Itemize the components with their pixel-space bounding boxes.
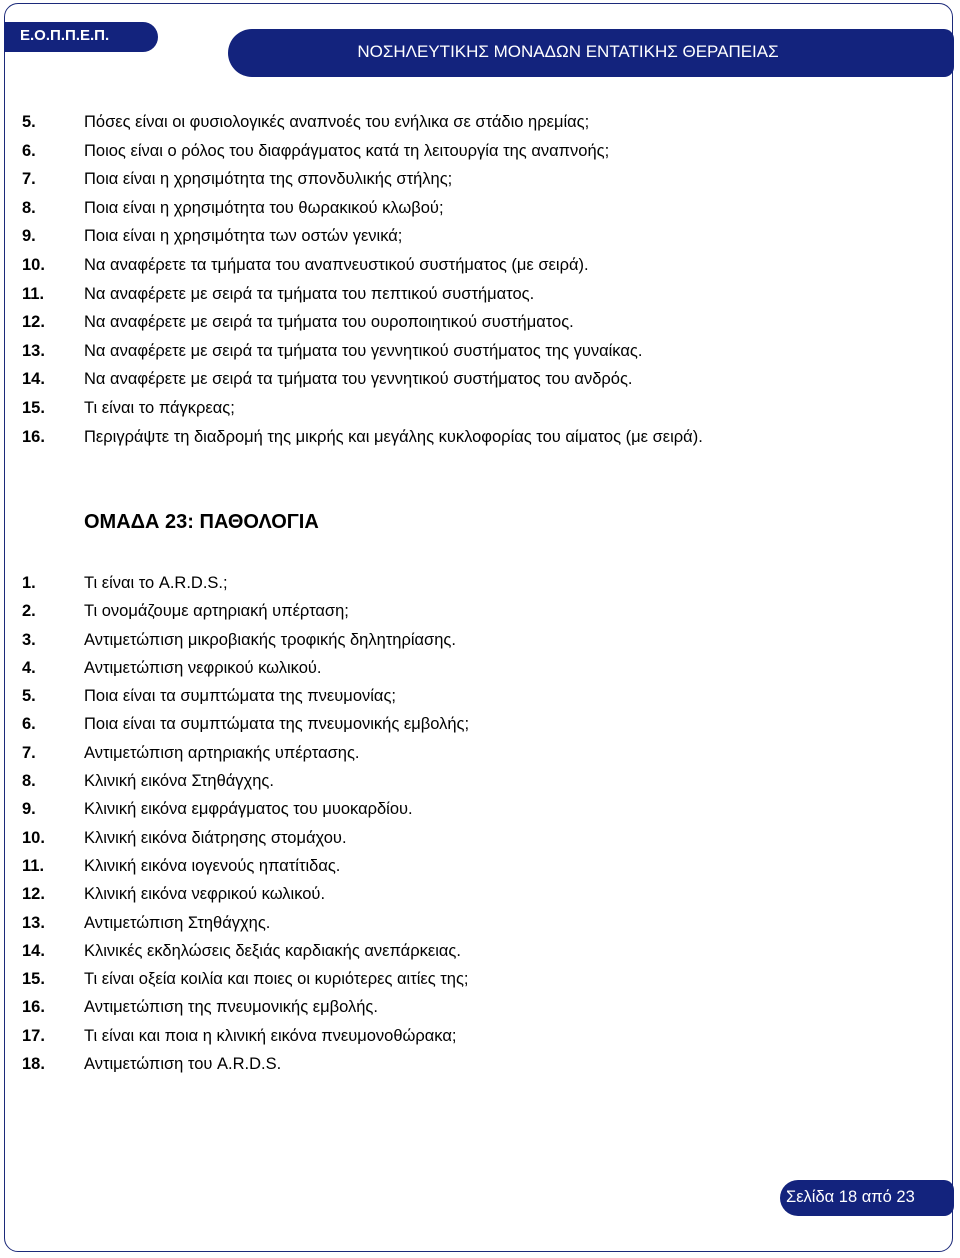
item-text: Αντιμετώπιση του A.R.D.S. xyxy=(84,1055,282,1074)
item-text: Αντιμετώπιση Στηθάγχης. xyxy=(84,913,271,932)
list-item xyxy=(22,682,469,710)
item-number: 12. xyxy=(22,313,45,332)
item-text: Αντιμετώπιση νεφρικού κωλικού. xyxy=(84,658,322,677)
item-number: 1. xyxy=(22,574,36,592)
list-item xyxy=(22,280,703,309)
item-text: Περιγράψτε τη διαδρομή της μικρής και μεγάλης κυκλοφορίας του αίματος (με σειρά). xyxy=(84,427,703,446)
item-number: 16. xyxy=(22,427,45,446)
item-number: 3. xyxy=(22,630,36,649)
list-item xyxy=(22,937,469,965)
item-text: Να αναφέρετε με σειρά τα τμήματα του γεννητικού συστήματος της γυναίκας. xyxy=(84,341,643,360)
item-text: Ποια είναι τα συμπτώματα της πνευμονίας; xyxy=(84,687,396,706)
item-number: 18. xyxy=(22,1055,45,1074)
item-text: Κλινική εικόνα Στηθάγχης. xyxy=(84,772,274,791)
section-title: ΟΜΑΔΑ 23: ΠΑΘΟΛΟΓΙΑ xyxy=(84,511,319,533)
item-number: 12. xyxy=(22,885,45,904)
item-number: 15. xyxy=(22,970,45,989)
list-item xyxy=(22,423,703,452)
item-number: 16. xyxy=(22,998,45,1017)
list-item xyxy=(22,880,469,908)
item-number: 5. xyxy=(22,113,36,131)
item-number: 2. xyxy=(22,602,36,621)
item-number: 7. xyxy=(22,170,36,189)
list-item xyxy=(22,824,469,852)
list-item xyxy=(22,767,469,795)
list-item xyxy=(22,337,703,366)
item-text: Τι είναι οξεία κοιλία και ποιες οι κυριότερες αιτίες της; xyxy=(84,970,469,989)
list-item xyxy=(22,710,469,738)
page-number-bar xyxy=(780,1180,954,1216)
item-text: Τι είναι το A.R.D.S.; xyxy=(84,574,228,592)
item-text: Να αναφέρετε με σειρά τα τμήματα του ουροποιητικού συστήματος. xyxy=(84,313,574,332)
item-number: 15. xyxy=(22,398,45,417)
item-text: Ποιος είναι ο ρόλος του διαφράγματος κατά τη λειτουργία της αναπνοής; xyxy=(84,141,610,160)
item-text: Αντιμετώπιση αρτηριακής υπέρτασης. xyxy=(84,743,360,762)
item-number: 5. xyxy=(22,687,36,706)
item-text: Κλινική εικόνα ιογενούς ηπατίτιδας. xyxy=(84,856,341,875)
item-number: 6. xyxy=(22,141,36,160)
org-header-tab xyxy=(4,22,158,52)
list-item xyxy=(22,795,469,823)
item-text: Να αναφέρετε με σειρά τα τμήματα του πεπτικού συστήματος. xyxy=(84,284,535,303)
item-text: Ποια είναι η χρησιμότητα του θωρακικού κλωβού; xyxy=(84,198,444,217)
item-number: 11. xyxy=(22,856,45,875)
item-text: Τι είναι και ποια η κλινική εικόνα πνευμονοθώρακα; xyxy=(84,1026,457,1045)
list-item xyxy=(22,194,703,223)
item-text: Αντιμετώπιση της πνευμονικής εμβολής. xyxy=(84,998,378,1017)
list-item xyxy=(22,1050,469,1078)
item-text: Να αναφέρετε με σειρά τα τμήματα του γεννητικού συστήματος του ανδρός. xyxy=(84,370,633,389)
question-list-pathology xyxy=(22,569,469,1078)
list-item xyxy=(22,909,469,937)
item-number: 17. xyxy=(22,1026,45,1045)
list-item xyxy=(22,222,703,251)
list-item xyxy=(22,993,469,1021)
item-text: Ποια είναι τα συμπτώματα της πνευμονικής εμβολής; xyxy=(84,715,470,734)
item-text: Κλινική εικόνα νεφρικού κωλικού. xyxy=(84,885,326,904)
item-number: 8. xyxy=(22,198,36,217)
list-item xyxy=(22,308,703,337)
item-number: 10. xyxy=(22,255,45,274)
item-text: Να αναφέρετε τα τμήματα του αναπνευστικού συστήματος (με σειρά). xyxy=(84,255,589,274)
item-number: 7. xyxy=(22,743,36,762)
list-item xyxy=(22,108,703,137)
item-text: Κλινική εικόνα διάτρησης στομάχου. xyxy=(84,828,347,847)
item-number: 11. xyxy=(22,284,45,303)
item-text: Ποια είναι η χρησιμότητα των οστών γενικά; xyxy=(84,227,403,246)
list-item xyxy=(22,965,469,993)
item-text: Κλινικές εκδηλώσεις δεξιάς καρδιακής ανεπάρκειας. xyxy=(84,941,461,960)
item-number: 10. xyxy=(22,828,45,847)
list-item xyxy=(22,569,469,597)
document-title: ΝΟΣΗΛΕΥΤΙΚΗΣ ΜΟΝΑΔΩΝ ΕΝΤΑΤΙΚΗΣ ΘΕΡΑΠΕΙΑΣ xyxy=(357,42,779,61)
list-item xyxy=(22,137,703,166)
item-number: 9. xyxy=(22,800,36,819)
list-item xyxy=(22,394,703,423)
item-text: Αντιμετώπιση μικροβιακής τροφικής δηλητηρίασης. xyxy=(84,630,456,649)
list-item xyxy=(22,852,469,880)
item-number: 13. xyxy=(22,341,45,360)
item-number: 13. xyxy=(22,913,45,932)
list-item xyxy=(22,365,703,394)
item-text: Τι ονομάζουμε αρτηριακή υπέρταση; xyxy=(84,602,349,621)
org-name: Ε.Ο.Π.Π.Ε.Π. xyxy=(20,27,110,44)
list-item xyxy=(22,1022,469,1050)
item-text: Ποια είναι η χρησιμότητα της σπονδυλικής στήλης; xyxy=(84,170,453,189)
list-item xyxy=(22,251,703,280)
list-item xyxy=(22,739,469,767)
list-item xyxy=(22,626,469,654)
list-item xyxy=(22,597,469,625)
question-list-top xyxy=(22,108,703,451)
item-text: Πόσες είναι οι φυσιολογικές αναπνοές του ενήλικα σε στάδιο ηρεμίας; xyxy=(84,113,590,131)
list-item xyxy=(22,654,469,682)
item-number: 14. xyxy=(22,370,45,389)
item-number: 8. xyxy=(22,772,36,791)
item-number: 9. xyxy=(22,227,36,246)
item-number: 6. xyxy=(22,715,36,734)
item-number: 4. xyxy=(22,658,36,677)
item-text: Κλινική εικόνα εμφράγματος του μυοκαρδίου. xyxy=(84,800,413,819)
title-header-bar xyxy=(228,29,954,77)
page-number: Σελίδα 18 από 23 xyxy=(786,1188,915,1206)
item-text: Τι είναι το πάγκρεας; xyxy=(84,398,235,417)
list-item xyxy=(22,165,703,194)
item-number: 14. xyxy=(22,941,45,960)
